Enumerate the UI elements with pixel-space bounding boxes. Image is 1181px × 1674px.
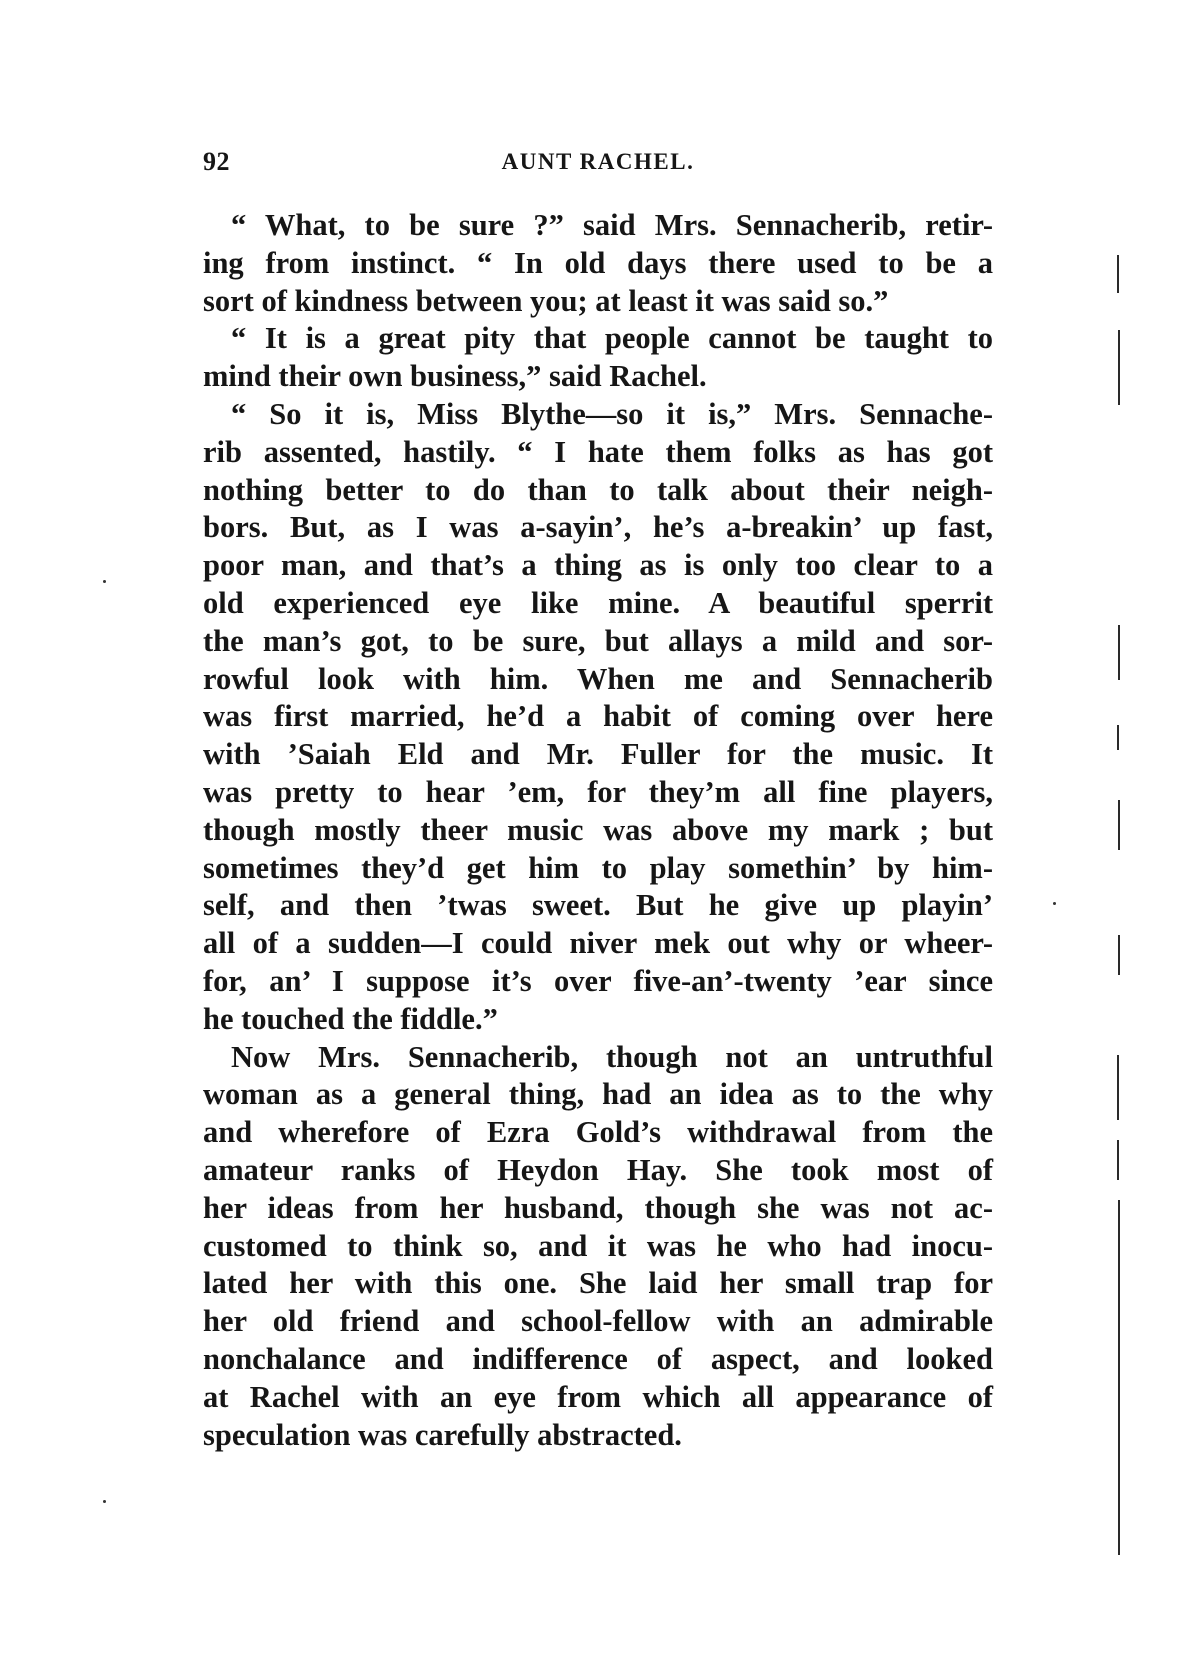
text-line: was pretty to hear ’em, for they’m all fine players, [203,774,993,809]
text-line: bors. But, as I was a-sayin’, he’s a-breakin’ up fast, [203,510,993,545]
text-line: he touched the fiddle.” [203,1001,498,1036]
scan-margin-mark [1118,625,1120,680]
text-line: “ What, to be sure ?” said Mrs. Sennacherib, retir- [231,208,993,242]
text-line: sometimes they’d get him to play somethin’ by him- [203,850,993,885]
page-header [203,147,993,187]
body-text [203,207,993,1454]
text-line: her ideas from her husband, though she was not ac- [203,1190,993,1225]
scan-margin-mark [1117,1140,1119,1180]
scan-margin-mark [1117,255,1119,293]
text-line: nothing better to do than to talk about their neigh- [203,472,993,507]
text-line: woman as a general thing, had an idea as to the why [203,1077,993,1112]
scan-margin-mark [1117,1055,1119,1120]
text-line: “ So it is, Miss Blythe—so it is,” Mrs. Sennache- [231,396,993,431]
text-line: ing from instinct. “ In old days there used to be a [203,245,993,280]
text-line: all of a sudden—I could niver mek out why or wheer- [203,926,993,961]
text-line: “ It is a great pity that people cannot be taught to [231,321,993,356]
text-line: lated her with this one. She laid her small trap for [203,1266,993,1301]
scan-margin-mark [1117,725,1119,750]
running-head: AUNT RACHEL. [501,149,695,174]
scan-margin-mark [1118,800,1120,850]
text-line: with ’Saiah Eld and Mr. Fuller for the music. It [203,737,993,772]
text-line: her old friend and school-fellow with an admirable [203,1304,993,1339]
text-line: customed to think so, and it was he who had inocu- [203,1228,993,1263]
text-line: and wherefore of Ezra Gold’s withdrawal from the [203,1115,993,1150]
text-line: self, and then ’twas sweet. But he give up playin’ [203,888,993,923]
scan-margin-mark [1118,935,1120,975]
text-line: mind their own business,” said Rachel. [203,359,707,394]
text-line: old experienced eye like mine. A beautiful sperrit [203,585,993,620]
text-line: at Rachel with an eye from which all appearance of [203,1379,993,1414]
page-number: 92 [203,147,230,176]
text-line: rib assented, hastily. “ I hate them folks as has got [203,434,993,469]
text-line: sort of kindness between you; at least it was said so.” [203,283,889,318]
text-line: the man’s got, to be sure, but allays a mild and sor- [203,623,993,658]
scan-speck [1053,902,1056,905]
text-line: rowful look with him. When me and Sennacherib [203,661,993,696]
text-line: though mostly theer music was above my mark ; but [203,812,993,847]
text-line: poor man, and that’s a thing as is only too clear to a [203,548,993,583]
scan-margin-mark [1118,330,1120,405]
scan-speck [103,580,106,583]
text-line: was first married, he’d a habit of coming over here [203,699,993,734]
text-line: Now Mrs. Sennacherib, though not an untruthful [231,1039,993,1074]
text-line: speculation was carefully abstracted. [203,1417,682,1452]
scan-speck [103,1500,106,1503]
text-line: amateur ranks of Heydon Hay. She took most of [203,1152,993,1187]
text-line: nonchalance and indifference of aspect, and looked [203,1341,993,1376]
scan-margin-mark [1118,1200,1120,1555]
text-line: for, an’ I suppose it’s over five-an’-twenty ’ear since [203,963,993,998]
